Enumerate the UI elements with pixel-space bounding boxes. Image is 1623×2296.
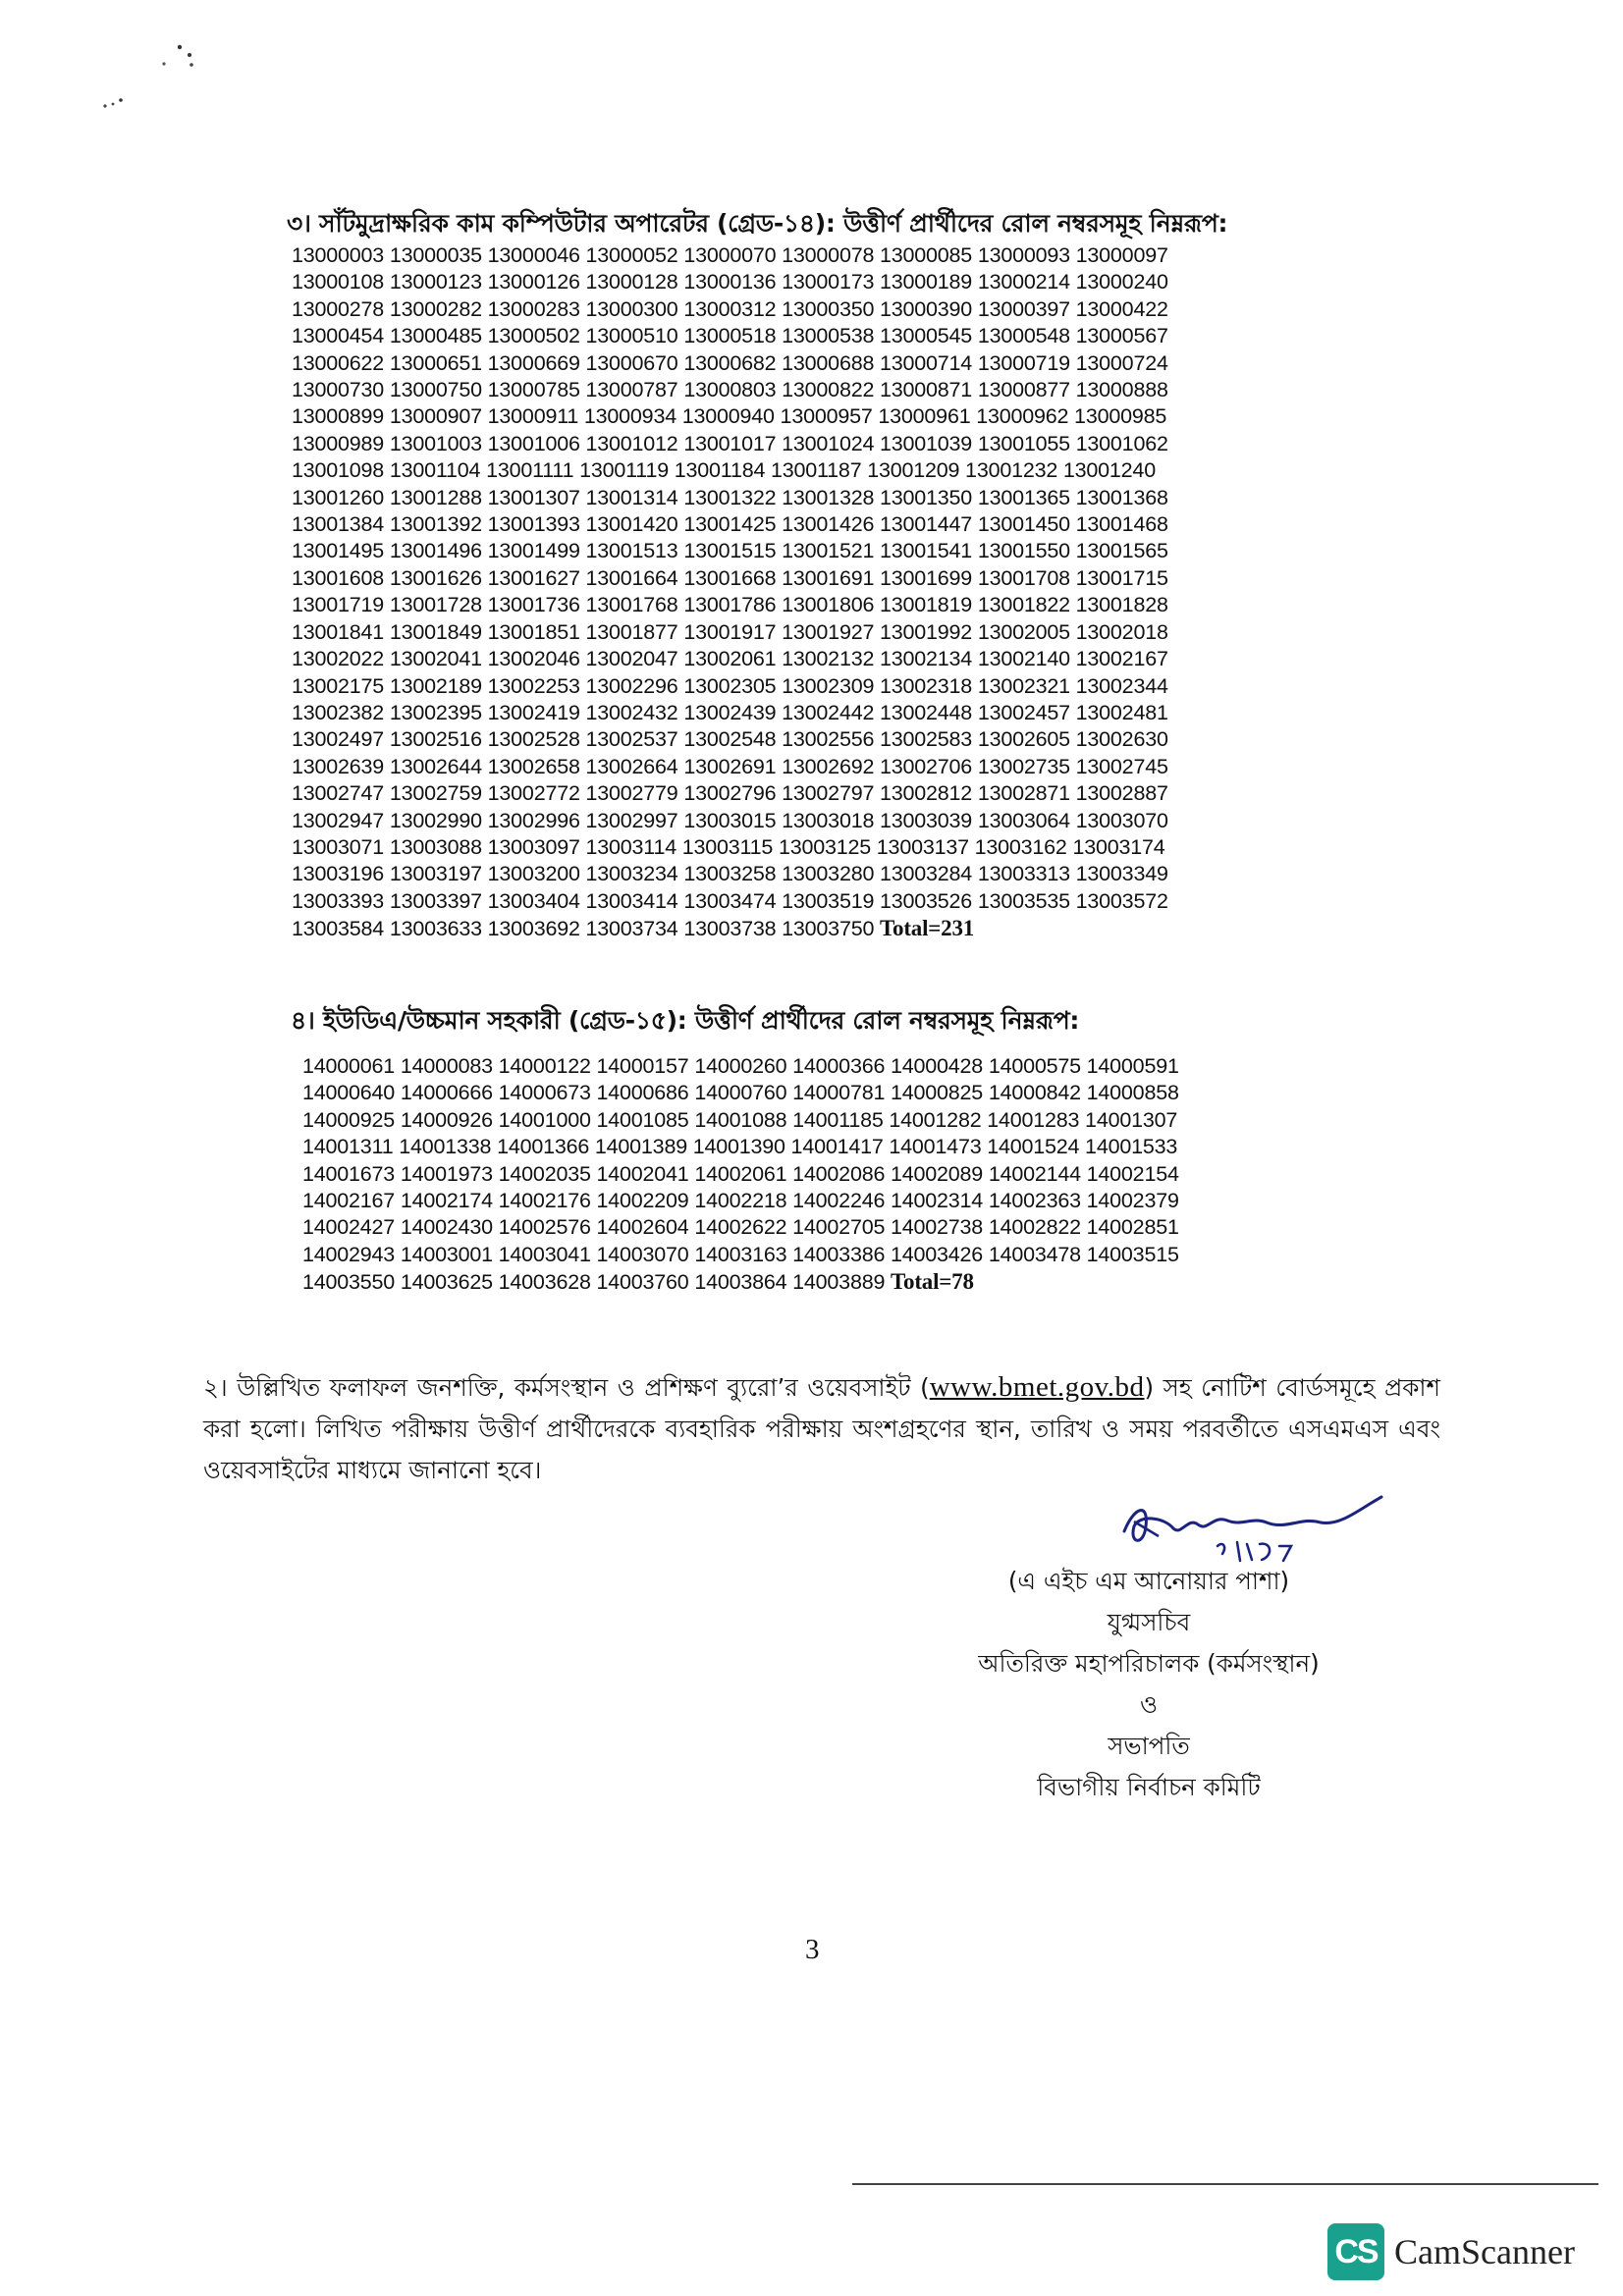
roll-number-row: 13003196 13003197 13003200 13003234 13003258 13003280 13003284 13003313 13003349	[292, 862, 1168, 886]
signatory-conjunction: ও	[1139, 1690, 1159, 1719]
roll-number-row: 13002382 13002395 13002419 13002432 13002439 13002442 13002448 13002457 13002481	[292, 700, 1168, 724]
signatory-name: (এ এইচ এম আনোয়ার পাশা)	[1007, 1567, 1290, 1595]
scan-specks	[93, 39, 211, 118]
roll-number-row: 13002497 13002516 13002528 13002537 13002548 13002556 13002583 13002605 13002630	[292, 727, 1168, 752]
camscanner-label: CamScanner	[1394, 2232, 1575, 2271]
roll-number-row: 13000108 13000123 13000126 13000128 13000136 13000173 13000189 13000214 13000240	[292, 270, 1168, 294]
section4-heading: ৪। ইউডিএ/উচ্চমান সহকারী (গ্রেড-১৫): উত্তীর্ণ প্রার্থীদের রোল নম্বরসমূহ নিম্নরূপ:	[291, 1006, 1080, 1035]
roll-number-row: 13001841 13001849 13001851 13001877 13001917 13001927 13001992 13002005 13002018	[292, 619, 1168, 644]
roll-number-row: 14002943 14003001 14003041 14003070 14003163 14003386 14003426 14003478 14003515	[302, 1242, 1179, 1266]
roll-number-row: 13000003 13000035 13000046 13000052 13000070 13000078 13000085 13000093 13000097	[292, 243, 1168, 267]
signatory-title-additional-dg: অতিরিক্ত মহাপরিচালক (কর্মসংস্থান)	[978, 1649, 1320, 1678]
roll-number-row: 13001098 13001104 13001111 13001119 13001184 13001187 13001209 13001232 13001240	[292, 458, 1156, 483]
roll-number-row: 13002747 13002759 13002772 13002779 13002796 13002797 13002812 13002871 13002887	[292, 781, 1168, 806]
roll-number-row-text: 13003584 13003633 13003692 13003734 13003738 13003750	[292, 917, 875, 941]
roll-number-row: 13001384 13001392 13001393 13001420 13001425 13001426 13001447 13001450 13001468	[292, 512, 1168, 537]
roll-number-row: 13002022 13002041 13002046 13002047 13002061 13002132 13002134 13002140 13002167	[292, 647, 1168, 671]
section4-roll-list	[302, 1053, 1179, 1297]
roll-number-row: 14002427 14002430 14002576 14002604 14002622 14002705 14002738 14002822 14002851	[302, 1215, 1179, 1240]
roll-number-row: 13000454 13000485 13000502 13000510 13000518 13000538 13000545 13000548 13000567	[292, 324, 1168, 348]
roll-number-row: 14000925 14000926 14001000 14001085 14001088 14001185 14001282 14001283 14001307	[302, 1107, 1178, 1132]
roll-number-row: 13002175 13002189 13002253 13002296 13002305 13002309 13002318 13002321 13002344	[292, 673, 1168, 698]
roll-number-row: 13001608 13001626 13001627 13001664 13001668 13001691 13001699 13001708 13001715	[292, 565, 1168, 590]
notice-paragraph	[203, 1366, 1440, 1491]
roll-number-last-row	[292, 915, 1168, 942]
roll-number-row-text: 14003550 14003625 14003628 14003760 14003864 14003889	[302, 1270, 886, 1295]
roll-number-row: 13001260 13001288 13001307 13001314 13001322 13001328 13001350 13001365 13001368	[292, 485, 1168, 509]
roll-number-row: 13001495 13001496 13001499 13001513 13001515 13001521 13001541 13001550 13001565	[292, 539, 1168, 563]
section3-heading: ৩। সাঁটমুদ্রাক্ষরিক কাম কম্পিউটার অপারেটর (গ্রেড-১৪): উত্তীর্ণ প্রার্থীদের রোল নম্বরসমূহ নিম্নরূপ:	[287, 209, 1228, 238]
roll-number-row: 13000989 13001003 13001006 13001012 13001017 13001024 13001039 13001055 13001062	[292, 431, 1168, 455]
page-number: 3	[805, 1934, 820, 1965]
roll-number-row: 14001311 14001338 14001366 14001389 14001390 14001417 14001473 14001524 14001533	[302, 1135, 1178, 1159]
roll-number-row: 13001719 13001728 13001736 13001768 13001786 13001806 13001819 13001822 13001828	[292, 593, 1168, 617]
camscanner-watermark	[1327, 2223, 1575, 2280]
signatory-block	[933, 1561, 1365, 1808]
roll-number-row: 14001673 14001973 14002035 14002041 14002061 14002086 14002089 14002144 14002154	[302, 1161, 1179, 1186]
roll-number-row: 14000640 14000666 14000673 14000686 14000760 14000781 14000825 14000842 14000858	[302, 1081, 1179, 1105]
roll-number-row: 13000622 13000651 13000669 13000670 13000682 13000688 13000714 13000719 13000724	[292, 350, 1168, 375]
camscanner-logo-icon: CS	[1327, 2223, 1384, 2280]
footer-divider	[852, 2183, 1598, 2185]
roll-number-row: 14000061 14000083 14000122 14000157 14000260 14000366 14000428 14000575 14000591	[302, 1054, 1179, 1078]
bmet-website-link[interactable]: www.bmet.gov.bd	[929, 1371, 1145, 1403]
signatory-title-president: সভাপতি	[1108, 1732, 1190, 1760]
signatory-title-joint-secretary: যুগ্মসচিব	[1107, 1608, 1191, 1636]
paragraph-text-end: ) সহ নোটিশ বোর্ডসমূহে প্রকাশ করা হলো। লিখিত পরীক্ষায় উত্তীর্ণ প্রার্থীদেরকে ব্যবহারিক পরীক্ষায় অংশগ্রহণের স্থান, তারিখ ও সময় পরবর্তীতে এসএমএস এবং ওয়েবসাইটের মাধ্যমে জানানো হবে।	[203, 1373, 1440, 1484]
roll-number-row: 13003393 13003397 13003404 13003414 13003474 13003519 13003526 13003535 13003572	[292, 888, 1168, 913]
roll-number-row: 14002167 14002174 14002176 14002209 14002218 14002246 14002314 14002363 14002379	[302, 1189, 1179, 1213]
roll-number-row: 13003071 13003088 13003097 13003114 13003115 13003125 13003137 13003162 13003174	[292, 834, 1165, 859]
paragraph-text-start: ২। উল্লিখিত ফলাফল জনশক্তি, কর্মসংস্থান ও প্রশিক্ষণ ব্যুরো’র ওয়েবসাইট (	[203, 1373, 930, 1402]
roll-number-row: 13000899 13000907 13000911 13000934 13000940 13000957 13000961 13000962 13000985	[292, 404, 1167, 429]
roll-number-row: 13000278 13000282 13000283 13000300 13000312 13000350 13000390 13000397 13000422	[292, 296, 1168, 321]
signatory-title-committee: বিভাগীয় নির্বাচন কমিটি	[1037, 1773, 1261, 1801]
roll-number-row: 13002947 13002990 13002996 13002997 13003015 13003018 13003039 13003064 13003070	[292, 808, 1168, 832]
total-count: Total=78	[891, 1269, 974, 1295]
roll-number-row: 13002639 13002644 13002658 13002664 13002691 13002692 13002706 13002735 13002745	[292, 754, 1168, 778]
total-count: Total=231	[880, 916, 975, 941]
roll-number-last-row	[302, 1268, 1179, 1296]
section3-roll-list	[292, 242, 1168, 943]
roll-number-row: 13000730 13000750 13000785 13000787 13000803 13000822 13000871 13000877 13000888	[292, 378, 1168, 402]
